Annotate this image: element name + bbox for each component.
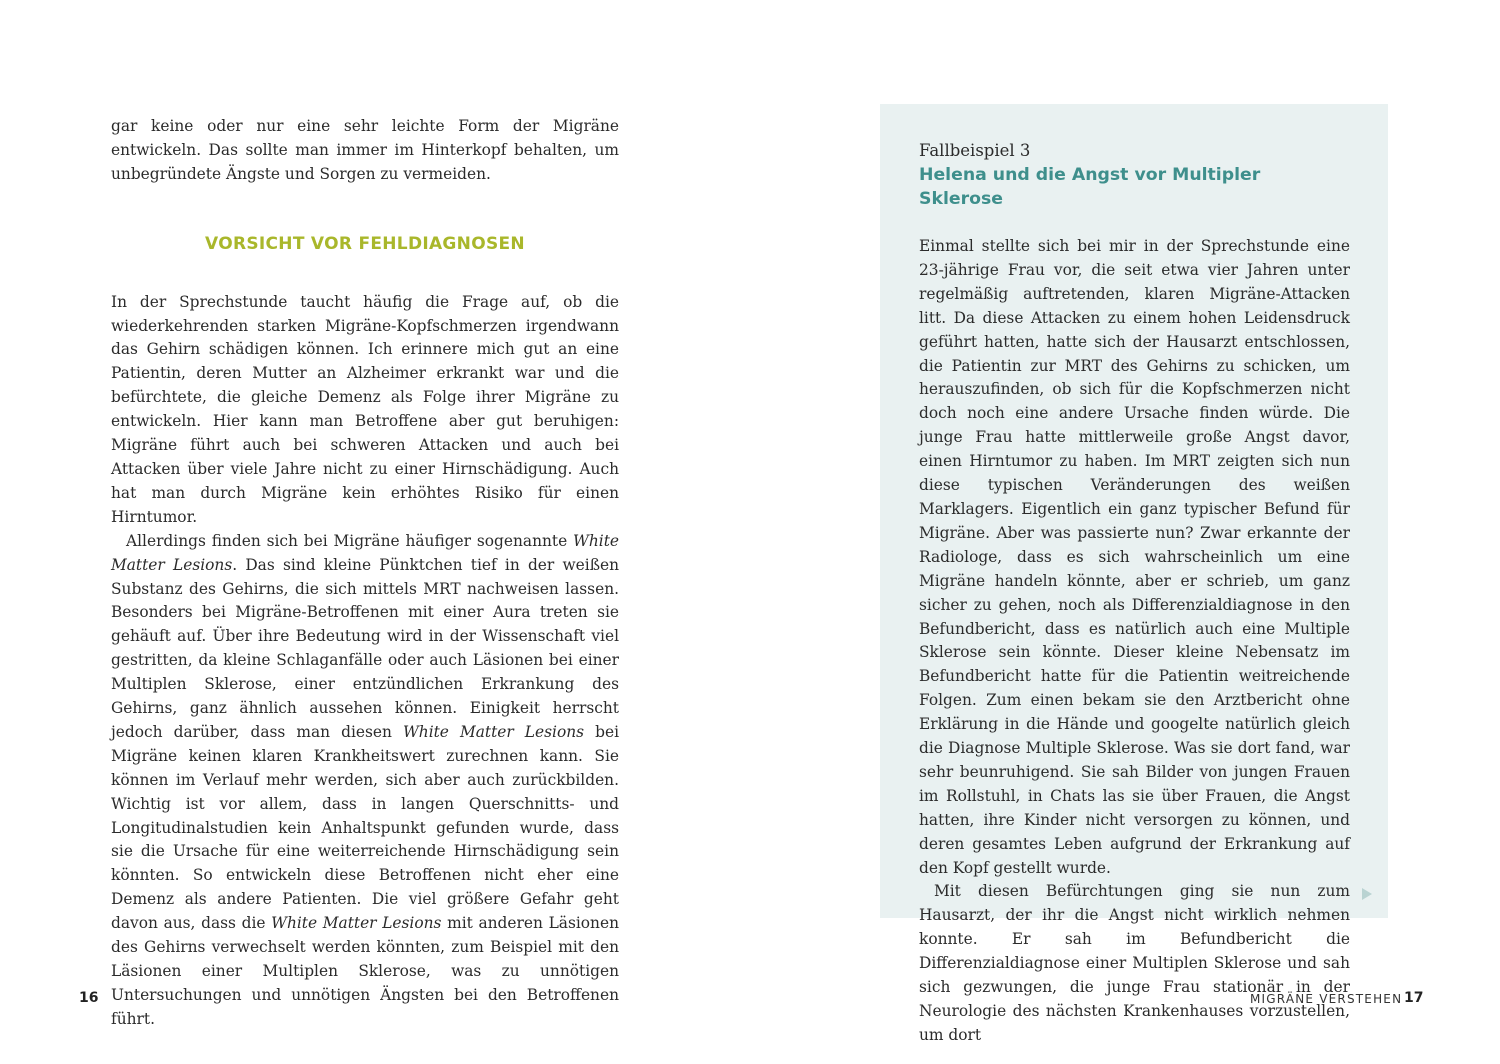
triangle-right-icon (1362, 888, 1372, 900)
case-body (919, 235, 1350, 1048)
intro-paragraph: gar keine oder nur eine sehr leichte Form der Migräne entwickeln. Das sollte man immer im Hinterkopf behalten, um unbegründete Ängste und Sorgen zu vermeiden. (111, 117, 619, 183)
case-paragraph-2: Mit diesen Befürchtungen ging sie nun zum Hausarzt, der ihr die Angst nicht wirklich nehmen konnte. Er sah im Befundbericht die Differenzialdiagnose einer Multiplen Sklerose und sah sich gezwungen, die junge Frau stationär in der Neurologie des nächsten Krankenhauses vorzustellen, um dort (919, 882, 1350, 1044)
body-paragraph-2: Allerdings finden sich bei Migräne häufiger sogenannte White Matter Lesions. Das sind kleine Pünktchen tief in der weißen Substanz des Gehirns, die sich mittels MRT nachweisen lassen. Besonders bei Migräne-Betroffenen mit einer Aura treten sie gehäuft auf. Über ihre Bedeutung wird in der Wissenschaft viel gestritten, da kleine Schlaganfälle oder auch Läsionen bei einer Multiplen Sklerose, einer entzündlichen Erkrankung des Gehirns, ganz ähnlich aussehen können. Einigkeit herrscht jedoch darüber, dass man diesen White Matter Lesions bei Migräne keinen klaren Krankheitswert zurechnen kann. Sie können im Verlauf mehr werden, sich aber auch zurückbilden. Wichtig ist vor allem, dass in langen Querschnitts- und Longitudinalstudien kein Anhaltspunkt gefunden wurde, dass sie die Ursache für eine weiterreichende Hirnschädigung sein könnten. So entwickeln diese Betroffenen nicht eher eine Demenz als andere Patienten. Die viel größere Gefahr geht davon aus, dass die White Matter Lesions mit anderen Läsionen des Gehirns verwechselt werden könnten, zum Beispiel mit den Läsionen einer Multiplen Sklerose, was zu unnötigen Untersuchungen und unnötigen Ängsten bei den Betroffenen führt. (111, 531, 619, 1028)
section-heading: VORSICHT VOR FEHLDIAGNOSEN (205, 233, 525, 254)
page-number-left: 16 (79, 990, 99, 1006)
body-paragraph-1: In der Sprechstunde taucht häufig die Frage auf, ob die wiederkehrenden starken Migräne-Kopfschmerzen irgendwann das Gehirn schädigen können. Ich erinnere mich gut an eine Patientin, deren Mutter an Alzheimer erkrankt war und die befürchtete, die gleiche Demenz als Folge ihrer Migräne zu entwickeln. Hier kann man Betroffene aber gut beruhigen: Migräne führt auch bei schweren Attacken und auch bei Attacken über viele Jahre nicht zu einer Hirnschädigung. Auch hat man durch Migräne kein erhöhtes Risiko für einen Hirntumor. (111, 292, 619, 526)
case-label: Fallbeispiel 3 (919, 141, 1031, 160)
case-paragraph-1: Einmal stellte sich bei mir in der Sprechstunde eine 23-jährige Frau vor, die seit etwa vier Jahren unter regelmäßig auftretenden, klaren Migräne-Attacken litt. Da diese Attacken zu einem hohen Leidensdruck geführt hatten, hatte sich der Hausarzt entschlossen, die Patientin zur MRT des Gehirns zu schicken, um herauszufinden, ob sich für die Kopfschmerzen nicht doch noch eine andere Ursache finden würde. Die junge Frau hatte mittlerweile große Angst davor, einen Hirntumor zu haben. Im MRT zeigten sich nun diese typischen Veränderungen des weißen Marklagers. Eigentlich ein ganz typischer Befund für Migräne. Aber was passierte nun? Zwar erkannte der Radiologe, dass es sich wahrscheinlich um eine Migräne handeln könnte, aber er schrieb, um ganz sicher zu gehen, noch als Differenzialdiagnose in den Befundbericht, dass es natürlich auch eine Multiple Sklerose sein könnte. Dieser kleine Nebensatz im Befundbericht hatte für die Patientin weitreichende Folgen. Zum einen bekam sie den Arztbericht ohne Erklärung in die Hände und googelte natürlich gleich die Diagnose Multiple Sklerose. Was sie dort fand, war sehr beunruhigend. Sie sah Bilder von jungen Frauen im Rollstuhl, in Chats las sie über Frauen, die Angst hatten, ihre Kinder nicht versorgen zu können, und deren gesamtes Leben aufgrund der Erkrankung auf den Kopf gestellt wurde. (919, 237, 1350, 877)
term-white-matter-lesions: White Matter Lesions (111, 531, 619, 574)
running-head: MIGRÄNE VERSTEHEN (1250, 992, 1403, 1006)
term-white-matter-lesions: White Matter Lesions (402, 722, 585, 741)
case-title: Helena und die Angst vor Multipler Sklerose (919, 165, 1261, 209)
term-white-matter-lesions: White Matter Lesions (271, 914, 442, 933)
page-number-right: 17 (1404, 990, 1424, 1006)
left-page-text (111, 115, 619, 1032)
